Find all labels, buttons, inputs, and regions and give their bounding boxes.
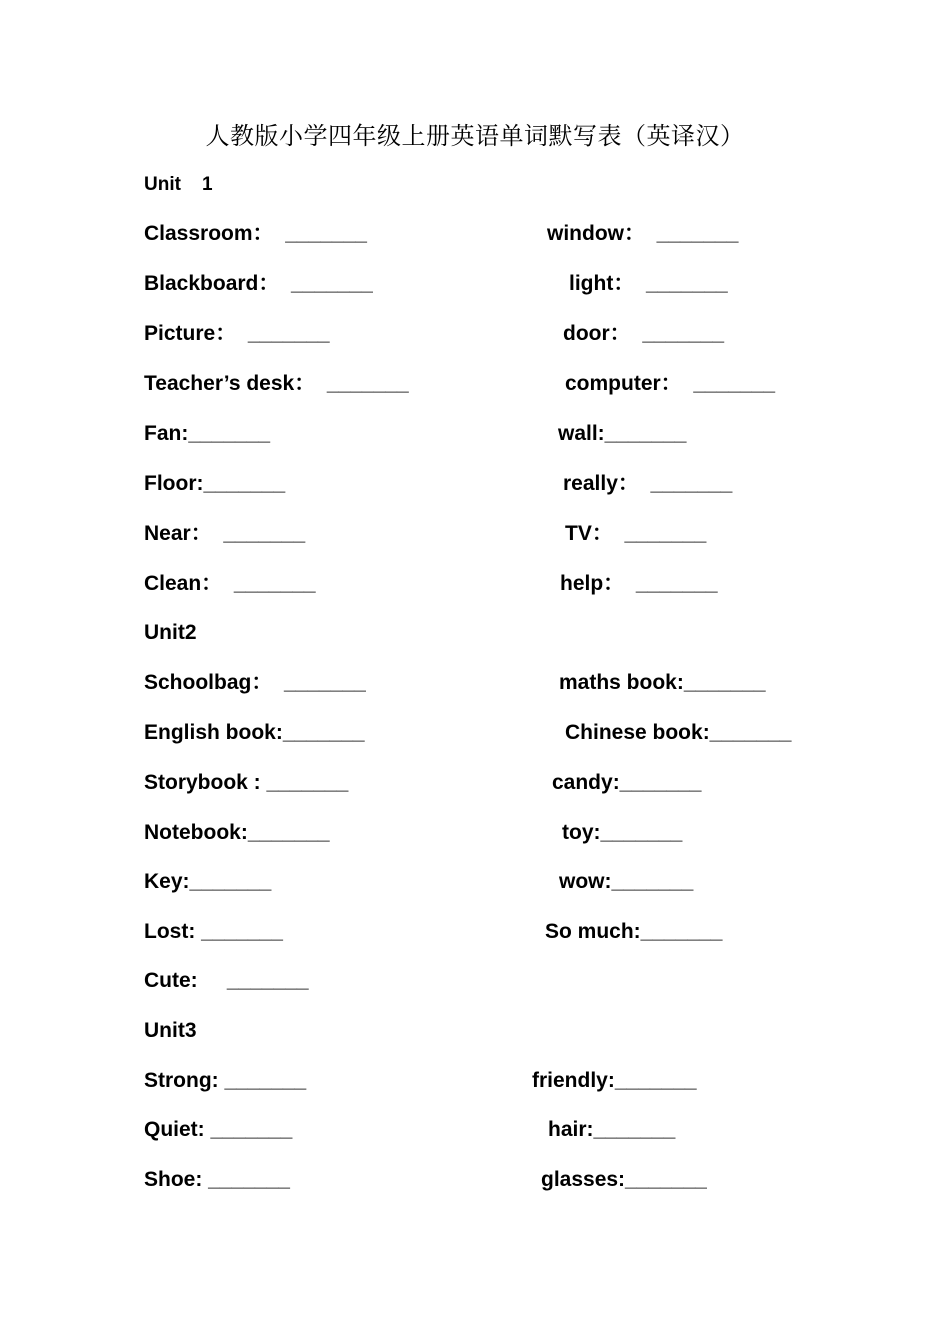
unit1-row4-left: Teacher’s desk： _______ bbox=[144, 372, 409, 395]
unit2-row3-left: Storybook : _______ bbox=[144, 771, 349, 794]
page-title: 人教版小学四年级上册英语单词默写表（英译汉） bbox=[205, 122, 745, 150]
unit1-row8-left: Clean： _______ bbox=[144, 572, 316, 595]
unit3-row3-right: glasses:_______ bbox=[541, 1168, 707, 1191]
unit2-row2-right: Chinese book:_______ bbox=[565, 721, 792, 744]
unit1-row5-left: Fan:_______ bbox=[144, 422, 271, 445]
unit3-row3-left: Shoe: _______ bbox=[144, 1168, 290, 1191]
unit1-row1-left: Classroom： _______ bbox=[144, 222, 367, 245]
unit1-heading: Unit 1 bbox=[144, 174, 213, 195]
unit3-row2-right: hair:_______ bbox=[548, 1118, 676, 1141]
unit2-row2-left: English book:_______ bbox=[144, 721, 365, 744]
unit1-row6-left: Floor:_______ bbox=[144, 472, 286, 495]
unit2-row3-right: candy:_______ bbox=[552, 771, 702, 794]
unit1-row6-right: really： _______ bbox=[563, 472, 733, 495]
unit2-row5-left: Key:_______ bbox=[144, 870, 272, 893]
unit2-row5-right: wow:_______ bbox=[559, 870, 694, 893]
unit1-row2-right: light： _______ bbox=[569, 272, 728, 295]
unit2-row4-left: Notebook:_______ bbox=[144, 821, 330, 844]
unit2-row1-left: Schoolbag： _______ bbox=[144, 671, 366, 694]
unit1-row3-left: Picture： _______ bbox=[144, 322, 330, 345]
unit2-row1-right: maths book:_______ bbox=[559, 671, 766, 694]
unit1-row2-left: Blackboard： _______ bbox=[144, 272, 373, 295]
unit1-row4-right: computer： _______ bbox=[565, 372, 776, 395]
unit2-row6-left: Lost: _______ bbox=[144, 920, 283, 943]
unit3-row2-left: Quiet: _______ bbox=[144, 1118, 293, 1141]
unit1-row7-right: TV： _______ bbox=[565, 522, 707, 545]
unit2-row4-right: toy:_______ bbox=[562, 821, 683, 844]
unit1-row3-right: door： _______ bbox=[563, 322, 725, 345]
unit1-row8-right: help： _______ bbox=[560, 572, 718, 595]
unit2-row7-left: Cute: _______ bbox=[144, 969, 309, 992]
unit1-row7-left: Near： _______ bbox=[144, 522, 306, 545]
unit1-row5-right: wall:_______ bbox=[558, 422, 687, 445]
unit2-heading: Unit2 bbox=[144, 621, 197, 644]
unit3-row1-right: friendly:_______ bbox=[532, 1069, 697, 1092]
unit1-row1-right: window： _______ bbox=[547, 222, 739, 245]
unit3-heading: Unit3 bbox=[144, 1019, 197, 1042]
unit3-row1-left: Strong: _______ bbox=[144, 1069, 307, 1092]
unit2-row6-right: So much:_______ bbox=[545, 920, 723, 943]
